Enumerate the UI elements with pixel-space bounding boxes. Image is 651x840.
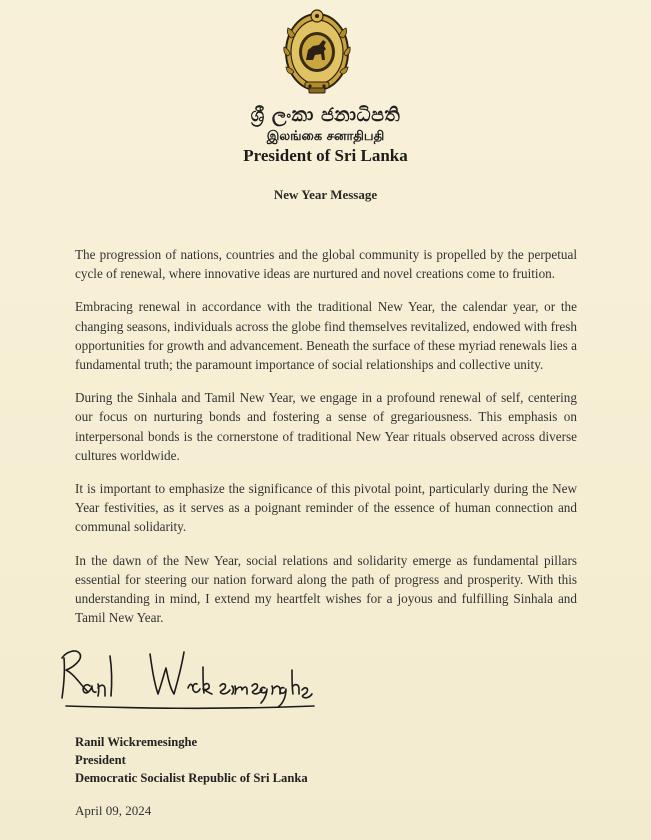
national-emblem-icon (283, 8, 351, 96)
paragraph: In the dawn of the New Year, social relations and solidarity emerge as fundamental pillars essential for steering our nation forward along the path of progress and prosperity. With this understanding in mind, I extend my heartfelt wishes for a joyous and fulfilling Sinhala and Tamil New Year. (75, 552, 577, 626)
header-sinhala: ශ්‍රී ලංකා ජනාධිපති (250, 104, 401, 126)
paragraph: During the Sinhala and Tamil New Year, we engage in a profound renewal of self, centering our focus on nurturing bonds and fostering a sense of gregariousness. This emphasis on interpersonal bonds is the cornerstone of traditional New Year rituals observed across diverse cultures worldwide. (75, 390, 577, 463)
message-body (75, 245, 577, 641)
signatory-organization: Democratic Socialist Republic of Sri Lanka (75, 771, 308, 785)
signatory-name: Ranil Wickremesinghe (75, 735, 198, 749)
message-title: New Year Message (273, 187, 378, 202)
signatory-block (75, 733, 308, 787)
signature-icon (52, 640, 322, 722)
paragraph: It is important to emphasize the significance of this pivotal point, particularly during the New Year festivities, as it serves as a poignant reminder of the essence of human connection and communal solidarity. (75, 481, 577, 535)
letter-date: April 09, 2024 (75, 803, 152, 818)
header-tamil: இலங்கை சனாதிபதி (266, 129, 385, 144)
paragraph: The progression of nations, countries and the global community is propelled by the perpetual cycle of renewal, where innovative ideas are nurtured and novel creations come to fruition. (75, 247, 577, 282)
header-english: President of Sri Lanka (243, 146, 408, 165)
signatory-position: President (75, 753, 126, 767)
paragraph: Embracing renewal in accordance with the traditional New Year, the calendar year, or the changing seasons, individuals across the globe find themselves revitalized, endowed with fresh opportunities for growth and advancement. Beneath the surface of these myriad renewals lies a fundamental truth; the paramount importance of social relationships and collective unity. (75, 299, 577, 373)
